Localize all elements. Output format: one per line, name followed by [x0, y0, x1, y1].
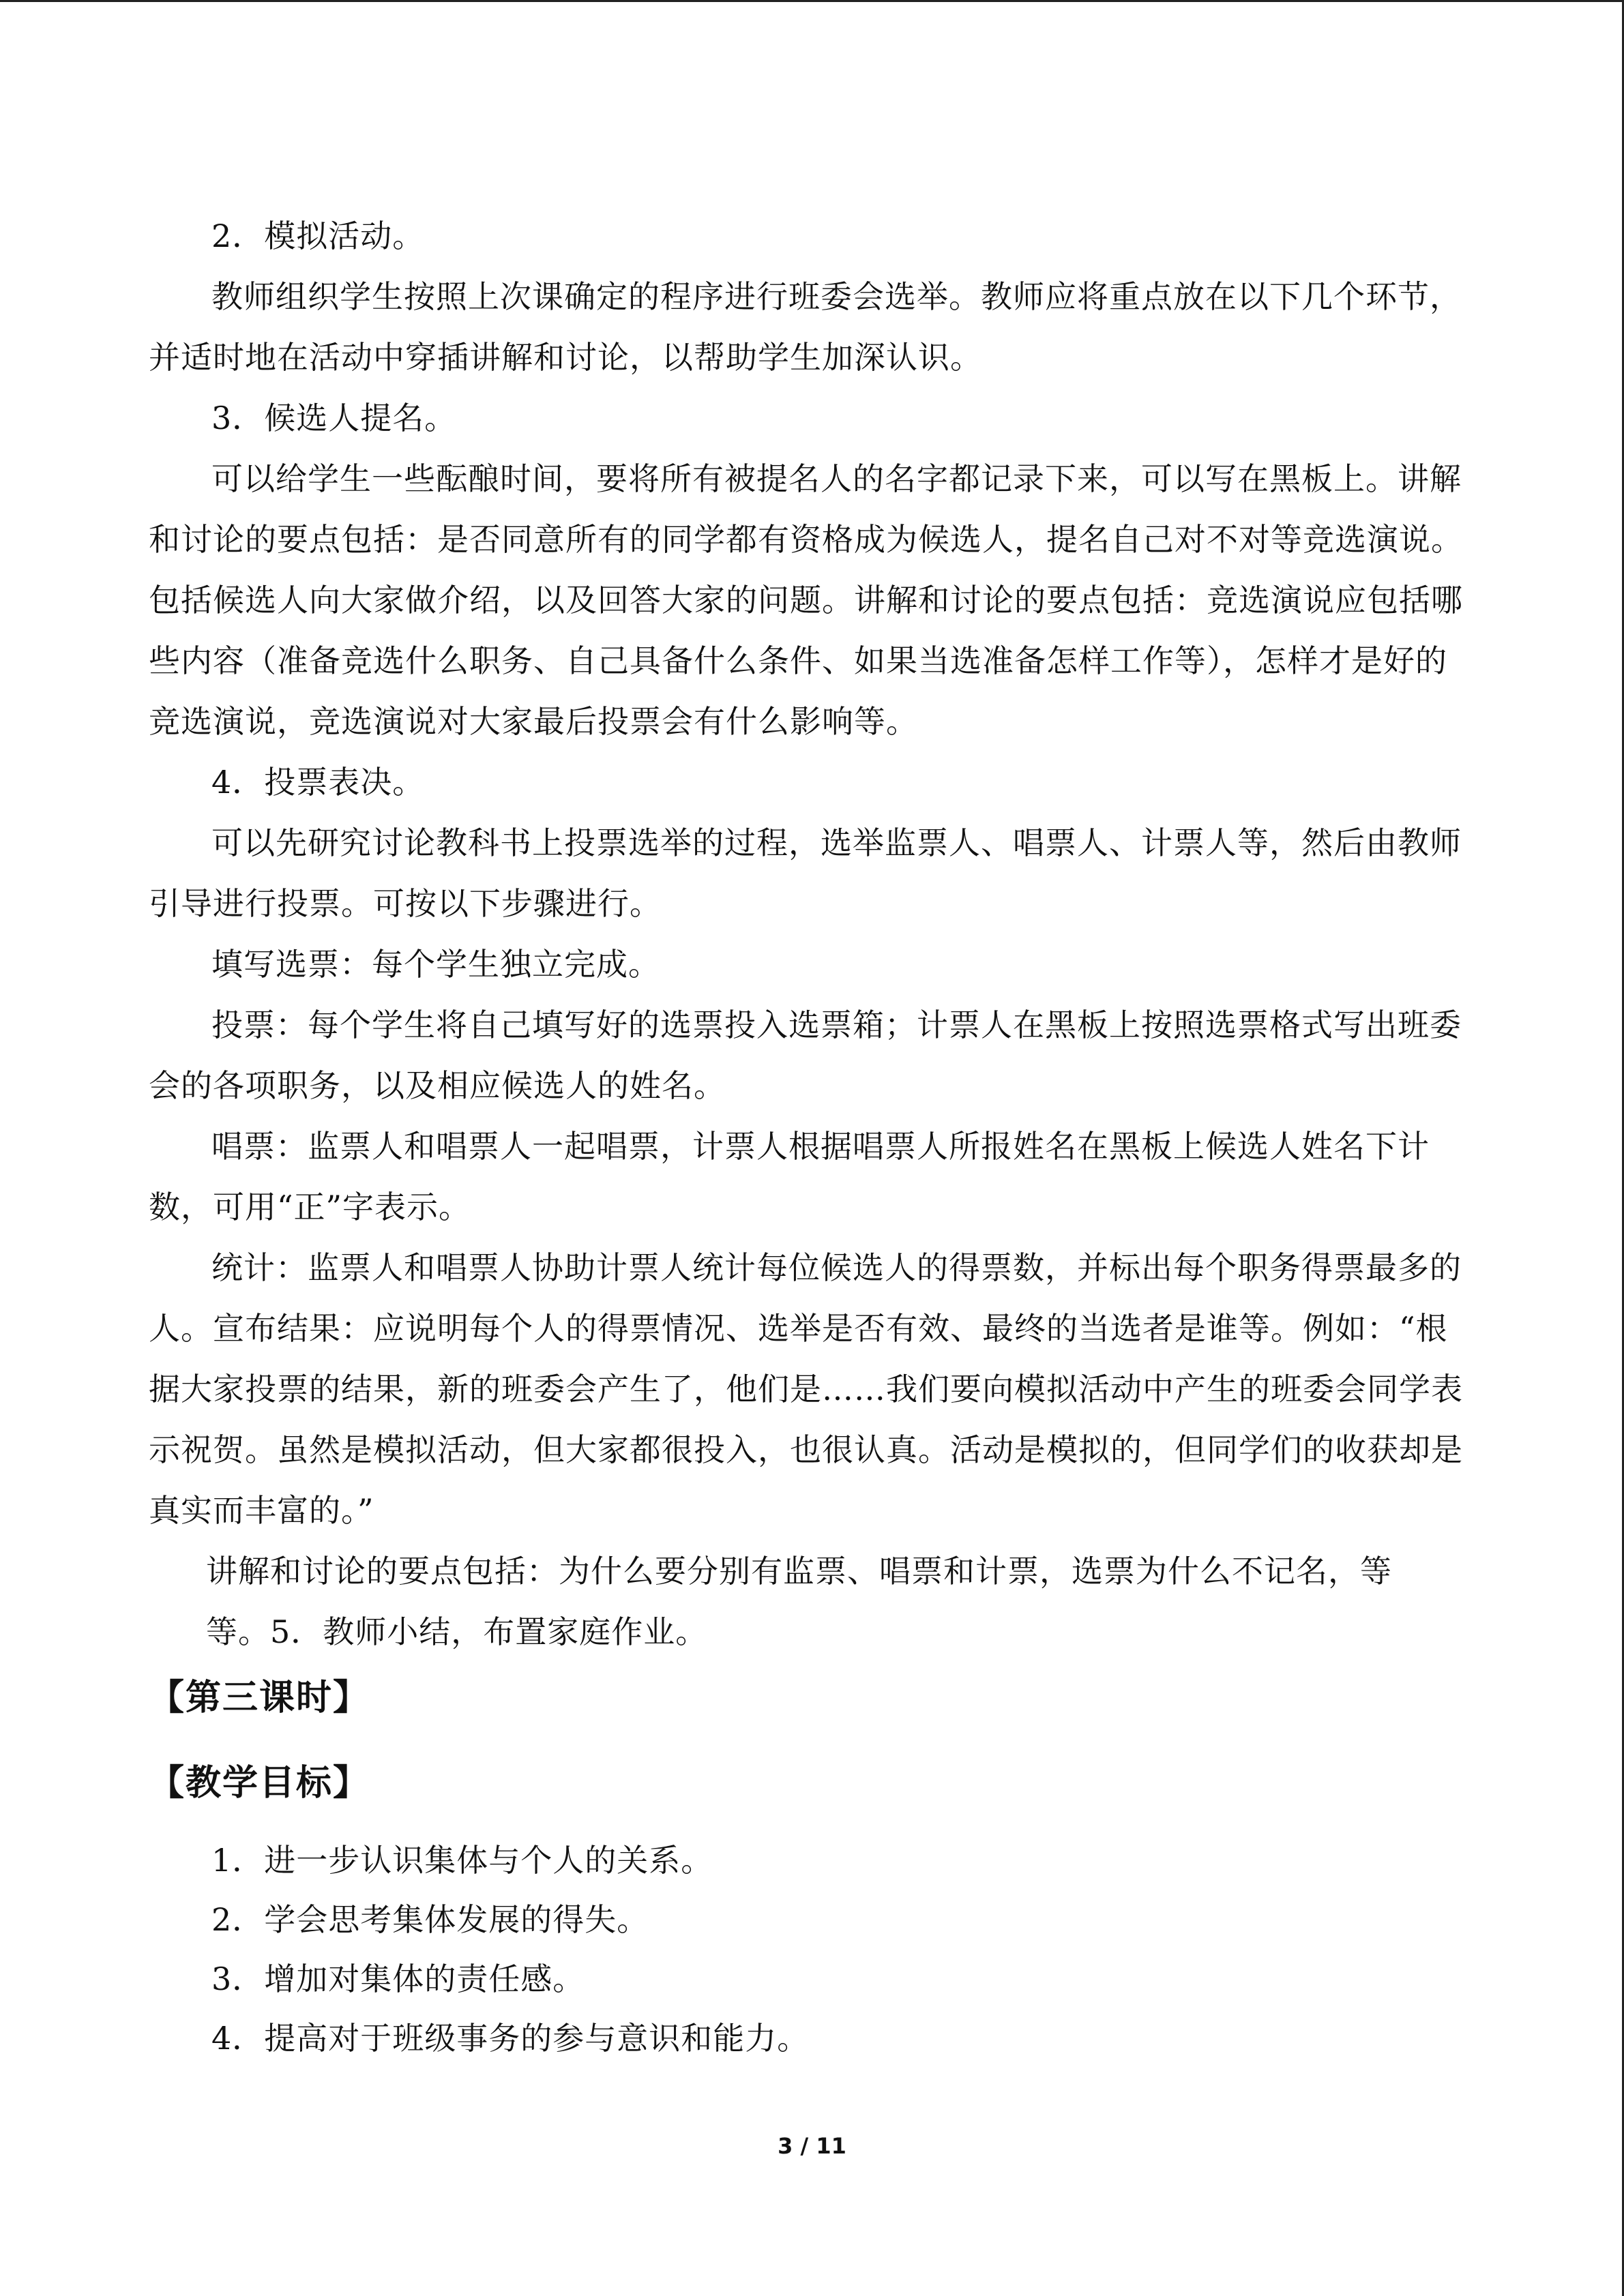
objectives-heading: 【教学目标】 — [149, 1763, 370, 1804]
paragraph: 3．候选人提名。 — [211, 400, 457, 436]
objective-item: 1．进一步认识集体与个人的关系。 — [211, 1842, 713, 1879]
paragraph-discussion-line1: 讲解和讨论的要点包括：为什么要分别有监票、唱票和计票，选票为什么不记名，等 — [206, 1553, 1392, 1590]
paragraph: 2．模拟活动。 — [211, 218, 425, 254]
paragraph: 可以给学生一些酝酿时间，要将所有被提名人的名字都记录下来，可以写在黑板上。讲解和讨论的要点包括：是否同意所有的同学都有资格成为候选人，提名自己对不对等竞选演说。包括候选人向大家做介绍，以及回答大家的问题。讲解和讨论的要点包括：竞选演说应包括哪些内容（准备竞选什么职务、自己具备什么条件、如果当选准备怎样工作等），怎样才是好的竞选演说，竞选演说对大家最后投票会有什么影响等。 — [149, 460, 1463, 740]
page-number: 3 / 11 — [778, 2133, 846, 2159]
paragraph: 唱票：监票人和唱票人一起唱票，计票人根据唱票人所报姓名在黑板上候选人姓名下计数，可用“正”字表示。 — [149, 1128, 1430, 1225]
paragraph: 教师组织学生按照上次课确定的程序进行班委会选举。教师应将重点放在以下几个环节，并适时地在活动中穿插讲解和讨论，以帮助学生加深认识。 — [149, 278, 1462, 376]
paragraph: 填写选票：每个学生独立完成。 — [211, 946, 660, 983]
paragraph: 统计：监票人和唱票人协助计票人统计每位候选人的得票数，并标出每个职务得票最多的人。宣布结果：应说明每个人的得票情况、选举是否有效、最终的当选者是谁等。例如：“根据大家投票的结果，新的班委会产生了，他们是……我们要向模拟活动中产生的班委会同学表示祝贺。虽然是模拟活动，但大家都很投入，也很认真。活动是模拟的，但同学们的收获却是真实而丰富的。” — [149, 1249, 1463, 1529]
lesson-heading: 【第三课时】 — [149, 1678, 370, 1718]
paragraph: 4．投票表决。 — [211, 764, 425, 801]
objective-item: 2．学会思考集体发展的得失。 — [211, 1901, 649, 1938]
objective-item: 4．提高对于班级事务的参与意识和能力。 — [211, 2020, 810, 2057]
objective-item: 3．增加对集体的责任感。 — [211, 1960, 585, 1997]
paragraph: 可以先研究讨论教科书上投票选举的过程，选举监票人、唱票人、计票人等，然后由教师引导进行投票。可按以下步骤进行。 — [149, 824, 1462, 922]
page-border-top — [0, 0, 1624, 2]
document-body — [149, 206, 1475, 2068]
paragraph: 投票：每个学生将自己填写好的选票投入选票箱；计票人在黑板上按照选票格式写出班委会的各项职务，以及相应候选人的姓名。 — [149, 1007, 1462, 1104]
paragraph-discussion-line2: 等。5．教师小结，布置家庭作业。 — [206, 1613, 708, 1650]
